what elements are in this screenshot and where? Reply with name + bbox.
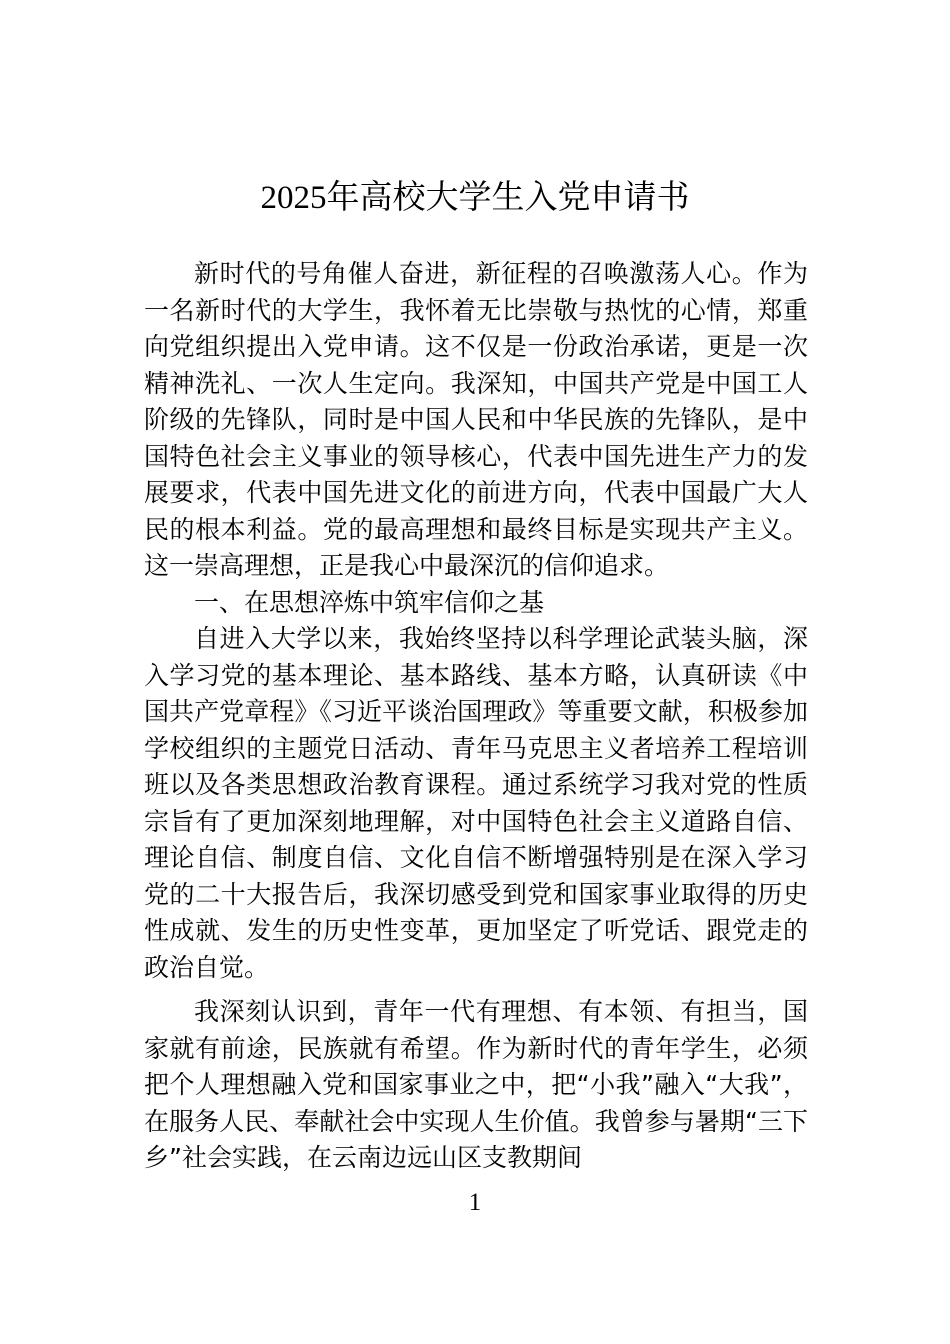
- title-text: 年高校大学生入党申请书: [326, 177, 690, 216]
- paragraph-study: 自进入大学以来，我始终坚持以科学理论武装头脑，深入学习党的基本理论、基本路线、基本方略，认真研读《中国共产党章程》《习近平谈治国理政》等重要文献，积极参加学校组织的主题党日活动、青年马克思主义者培养工程培训班以及各类思想政治教育课程。通过系统学习我对党的性质宗旨有了更加深刻地理解，对中国特色社会主义道路自信、理论自信、制度自信、文化自信不断增强特别是在深入学习党的二十大报告后，我深切感受到党和国家事业取得的历史性成就、发生的历史性变革，更加坚定了听党话、跟党走的政治自觉。: [144, 624, 808, 982]
- document-title: [0, 170, 950, 225]
- title-year: 2025: [260, 180, 327, 216]
- page-number: 1: [468, 1189, 482, 1216]
- section-heading-1: 一、在思想淬炼中筑牢信仰之基: [194, 587, 545, 617]
- document-body: [144, 256, 808, 1177]
- paragraph-youth: 我深刻认识到，青年一代有理想、有本领、有担当，国家就有前途，民族就有希望。作为新时代的青年学生，必须把个人理想融入党和国家事业之中，把“小我”融入“大我”，在服务人民、奉献社会中实现人生价值。我曾参与暑期“三下乡”社会实践，在云南边远山区支教期间: [144, 997, 808, 1172]
- paragraph-intro: 新时代的号角催人奋进，新征程的召唤激荡人心。作为一名新时代的大学生，我怀着无比崇敬与热忱的心情，郑重向党组织提出入党申请。这不仅是一份政治承诺，更是一次精神洗礼、一次人生定向。我深知，中国共产党是中国工人阶级的先锋队，同时是中国人民和中华民族的先锋队，是中国特色社会主义事业的领导核心，代表中国先进生产力的发展要求，代表中国先进文化的前进方向，代表中国最广大人民的根本利益。党的最高理想和最终目标是实现共产主义。这一崇高理想，正是我心中最深沉的信仰追求。: [144, 259, 808, 580]
